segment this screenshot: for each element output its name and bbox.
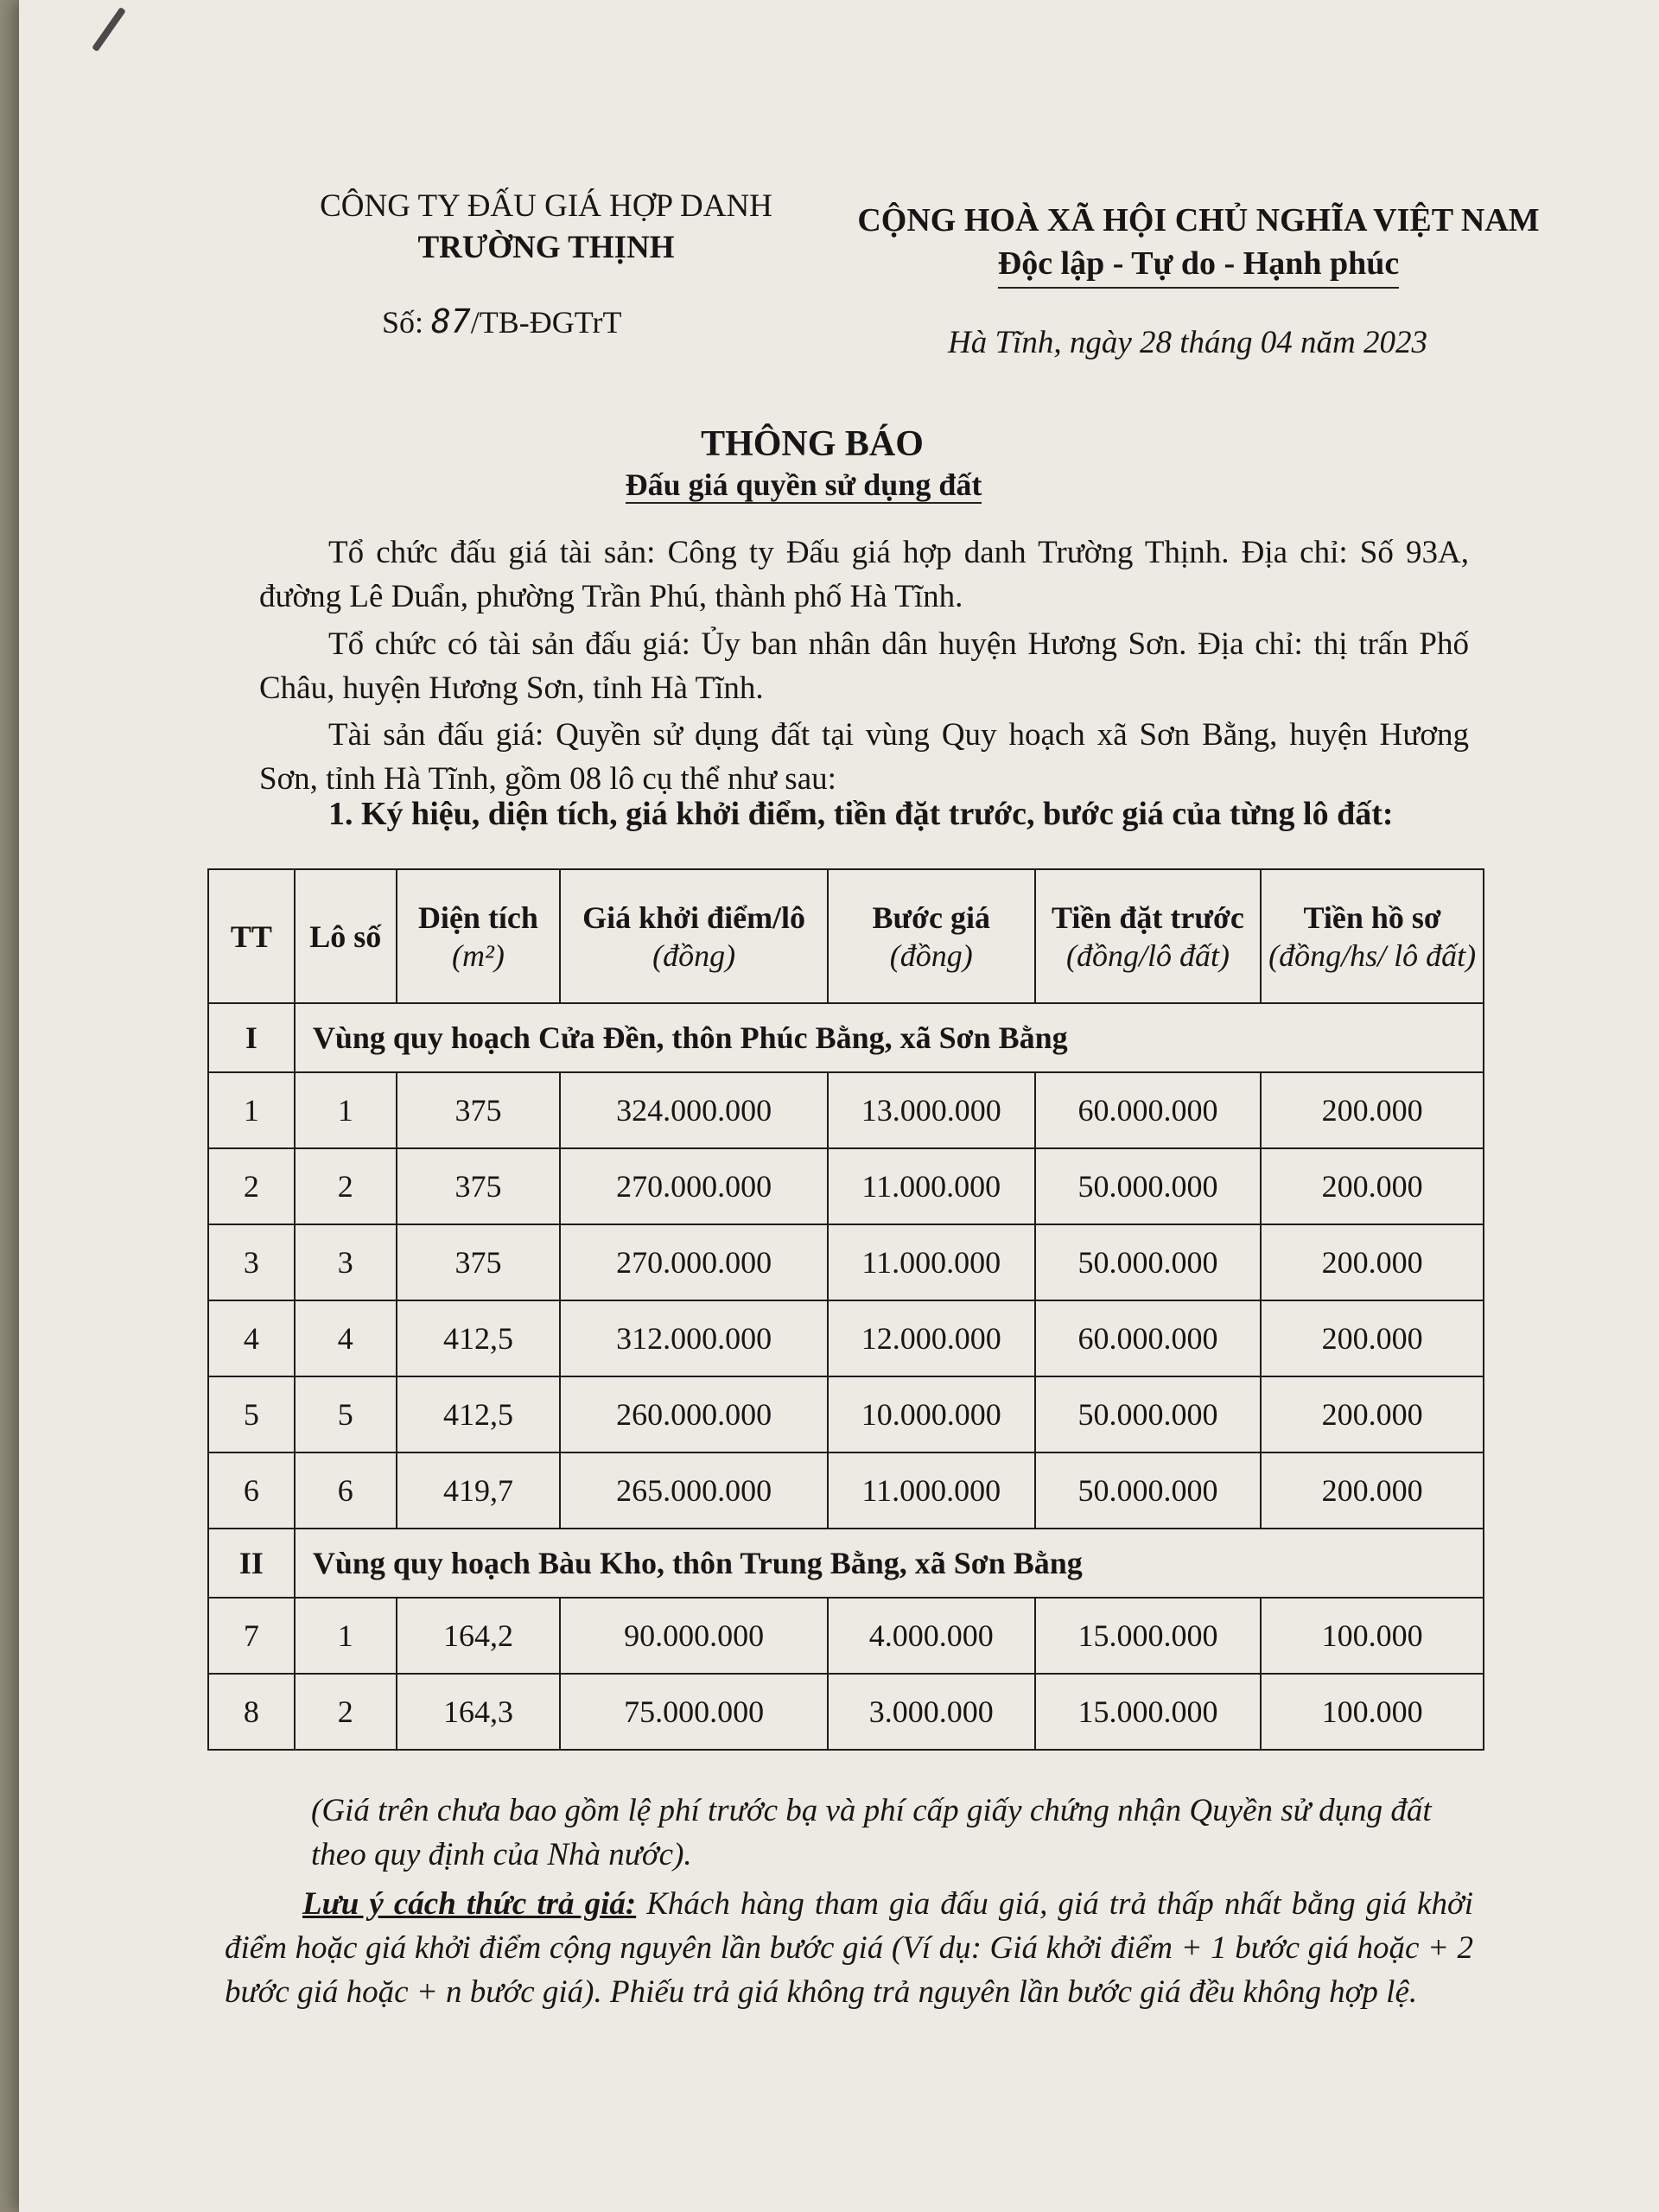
table-row: [208, 1376, 1484, 1452]
cell-lot: 4: [295, 1300, 397, 1376]
table-row: [208, 1224, 1484, 1300]
cell-area: 164,2: [397, 1598, 561, 1674]
cell-tt: 2: [208, 1148, 295, 1224]
group-title: Vùng quy hoạch Cửa Đền, thôn Phúc Bằng, xã Sơn Bằng: [295, 1003, 1484, 1072]
cell-area: 375: [397, 1224, 561, 1300]
paragraph-owner: [259, 622, 1469, 710]
cell-area: 412,5: [397, 1376, 561, 1452]
cell-tt: 5: [208, 1376, 295, 1452]
cell-deposit: 50.000.000: [1035, 1376, 1262, 1452]
cell-start: 312.000.000: [560, 1300, 828, 1376]
price-note: (Giá trên chưa bao gồm lệ phí trước bạ và phí cấp giấy chứng nhận Quyền sử dụng đất theo quy định của Nhà nước).: [311, 1793, 1432, 1872]
group-row-2: [208, 1529, 1484, 1598]
cell-lot: 6: [295, 1452, 397, 1529]
header-lot: Lô số: [295, 869, 397, 1003]
cell-tt: 7: [208, 1598, 295, 1674]
cell-lot: 1: [295, 1072, 397, 1148]
document-subtitle: [0, 467, 1633, 503]
national-motto: Độc lập - Tự do - Hạnh phúc: [998, 242, 1400, 289]
header-deposit: [1035, 869, 1262, 1003]
cell-start: 260.000.000: [560, 1376, 828, 1452]
header-area: [397, 869, 561, 1003]
doc-no-suffix: /TB-ĐGTrT: [470, 305, 622, 340]
paragraph-organizer: [259, 531, 1469, 619]
cell-area: 164,3: [397, 1674, 561, 1750]
cell-step: 11.000.000: [828, 1148, 1035, 1224]
table-row: [208, 1072, 1484, 1148]
cell-deposit: 60.000.000: [1035, 1072, 1262, 1148]
paragraph-owner-text: Tổ chức có tài sản đấu giá: Ủy ban nhân dân huyện Hương Sơn. Địa chỉ: thị trấn Phố Châu, huyện Hương Sơn, tỉnh Hà Tĩnh.: [259, 626, 1469, 706]
header-step-unit: (đồng): [889, 938, 973, 973]
bidding-rule: [225, 1882, 1473, 2014]
cell-fee: 200.000: [1261, 1452, 1484, 1529]
cell-start: 270.000.000: [560, 1148, 828, 1224]
table-header-row: [208, 869, 1484, 1003]
paragraph-asset: [259, 713, 1469, 801]
cell-start: 90.000.000: [560, 1598, 828, 1674]
cell-fee: 200.000: [1261, 1148, 1484, 1224]
cell-step: 12.000.000: [828, 1300, 1035, 1376]
cell-step: 10.000.000: [828, 1376, 1035, 1452]
cell-deposit: 15.000.000: [1035, 1598, 1262, 1674]
cell-lot: 1: [295, 1598, 397, 1674]
cell-lot: 2: [295, 1674, 397, 1750]
doc-no-handwritten: 87: [431, 302, 471, 340]
document-title: THÔNG BÁO: [701, 424, 924, 464]
cell-step: 4.000.000: [828, 1598, 1035, 1674]
cell-lot: 3: [295, 1224, 397, 1300]
document-number: [382, 302, 622, 340]
section-heading: [259, 793, 1469, 835]
cell-deposit: 50.000.000: [1035, 1224, 1262, 1300]
cell-tt: 6: [208, 1452, 295, 1529]
cell-tt: 3: [208, 1224, 295, 1300]
cell-tt: 4: [208, 1300, 295, 1376]
cell-step: 11.000.000: [828, 1224, 1035, 1300]
cell-start: 324.000.000: [560, 1072, 828, 1148]
bidding-rule-label: Lưu ý cách thức trả giá:: [302, 1886, 637, 1922]
group-roman: I: [208, 1003, 295, 1072]
cell-fee: 200.000: [1261, 1300, 1484, 1376]
header-area-label: Diện tích: [417, 899, 538, 935]
cell-lot: 2: [295, 1148, 397, 1224]
company-brand: TRƯỜNG THỊNH: [417, 230, 675, 265]
cell-fee: 200.000: [1261, 1376, 1484, 1452]
national-header: [827, 199, 1570, 289]
cell-area: 375: [397, 1148, 561, 1224]
group-title: Vùng quy hoạch Bàu Kho, thôn Trung Bằng, xã Sơn Bằng: [295, 1529, 1484, 1598]
issuer-header: [270, 186, 823, 269]
header-deposit-unit: (đồng/lô đất): [1065, 938, 1230, 973]
header-deposit-label: Tiền đặt trước: [1052, 899, 1244, 935]
table-row: [208, 1452, 1484, 1529]
cell-deposit: 50.000.000: [1035, 1452, 1262, 1529]
cell-area: 419,7: [397, 1452, 561, 1529]
cell-tt: 8: [208, 1674, 295, 1750]
lots-table: [207, 868, 1484, 1751]
cell-fee: 200.000: [1261, 1072, 1484, 1148]
subtitle-text: Đấu giá quyền sử dụng đất: [625, 467, 982, 502]
cell-lot: 5: [295, 1376, 397, 1452]
header-step: [828, 869, 1035, 1003]
cell-step: 3.000.000: [828, 1674, 1035, 1750]
group-roman: II: [208, 1529, 295, 1598]
cell-deposit: 60.000.000: [1035, 1300, 1262, 1376]
cell-area: 375: [397, 1072, 561, 1148]
cell-fee: 100.000: [1261, 1598, 1484, 1674]
header-step-label: Bước giá: [872, 899, 991, 935]
header-start-label: Giá khởi điểm/lô: [582, 899, 806, 935]
header-area-unit: (m²): [452, 938, 505, 973]
cell-start: 265.000.000: [560, 1452, 828, 1529]
header-start-unit: (đồng): [652, 938, 736, 973]
header-start-price: [560, 869, 828, 1003]
table-row: [208, 1148, 1484, 1224]
table-row: [208, 1674, 1484, 1750]
cell-start: 270.000.000: [560, 1224, 828, 1300]
table-row: [208, 1300, 1484, 1376]
header-fee-label: Tiền hồ sơ: [1303, 899, 1441, 935]
group-row-1: [208, 1003, 1484, 1072]
doc-no-prefix: Số:: [382, 305, 424, 340]
header-fee: [1261, 869, 1484, 1003]
header-tt: TT: [208, 869, 295, 1003]
cell-deposit: 15.000.000: [1035, 1674, 1262, 1750]
bidding-rule-text: Khách hàng tham gia đấu giá, giá trả thấp nhất bằng giá khởi điểm hoặc giá khởi điểm cộng nguyên lần bước giá (Ví dụ: Giá khởi điểm + 1 bước giá hoặc + 2 bước giá hoặc + n bước giá). Phiếu trả giá không trả nguyên lần bước giá đều không hợp lệ.: [225, 1886, 1473, 2010]
table-row: [208, 1598, 1484, 1674]
paragraph-asset-text: Tài sản đấu giá: Quyền sử dụng đất tại vùng Quy hoạch xã Sơn Bằng, huyện Hương Sơn, tỉnh Hà Tĩnh, gồm 08 lô cụ thể như sau:: [259, 717, 1469, 797]
header-fee-unit: (đồng/hs/ lô đất): [1268, 938, 1477, 973]
document-date: Hà Tĩnh, ngày 28 tháng 04 năm 2023: [948, 325, 1427, 360]
section-heading-text: 1. Ký hiệu, diện tích, giá khởi điểm, tiền đặt trước, bước giá của từng lô đất:: [328, 796, 1394, 832]
cell-fee: 200.000: [1261, 1224, 1484, 1300]
paragraph-organizer-text: Tổ chức đấu giá tài sản: Công ty Đấu giá hợp danh Trường Thịnh. Địa chỉ: Số 93A, đường Lê Duẩn, phường Trần Phú, thành phố Hà Tĩnh.: [259, 535, 1469, 614]
cell-step: 11.000.000: [828, 1452, 1035, 1529]
cell-start: 75.000.000: [560, 1674, 828, 1750]
company-name: CÔNG TY ĐẤU GIÁ HỢP DANH: [320, 188, 772, 224]
cell-area: 412,5: [397, 1300, 561, 1376]
country-name: CỘNG HOÀ XÃ HỘI CHỦ NGHĨA VIỆT NAM: [857, 202, 1540, 238]
cell-fee: 100.000: [1261, 1674, 1484, 1750]
cell-deposit: 50.000.000: [1035, 1148, 1262, 1224]
cell-step: 13.000.000: [828, 1072, 1035, 1148]
cell-tt: 1: [208, 1072, 295, 1148]
